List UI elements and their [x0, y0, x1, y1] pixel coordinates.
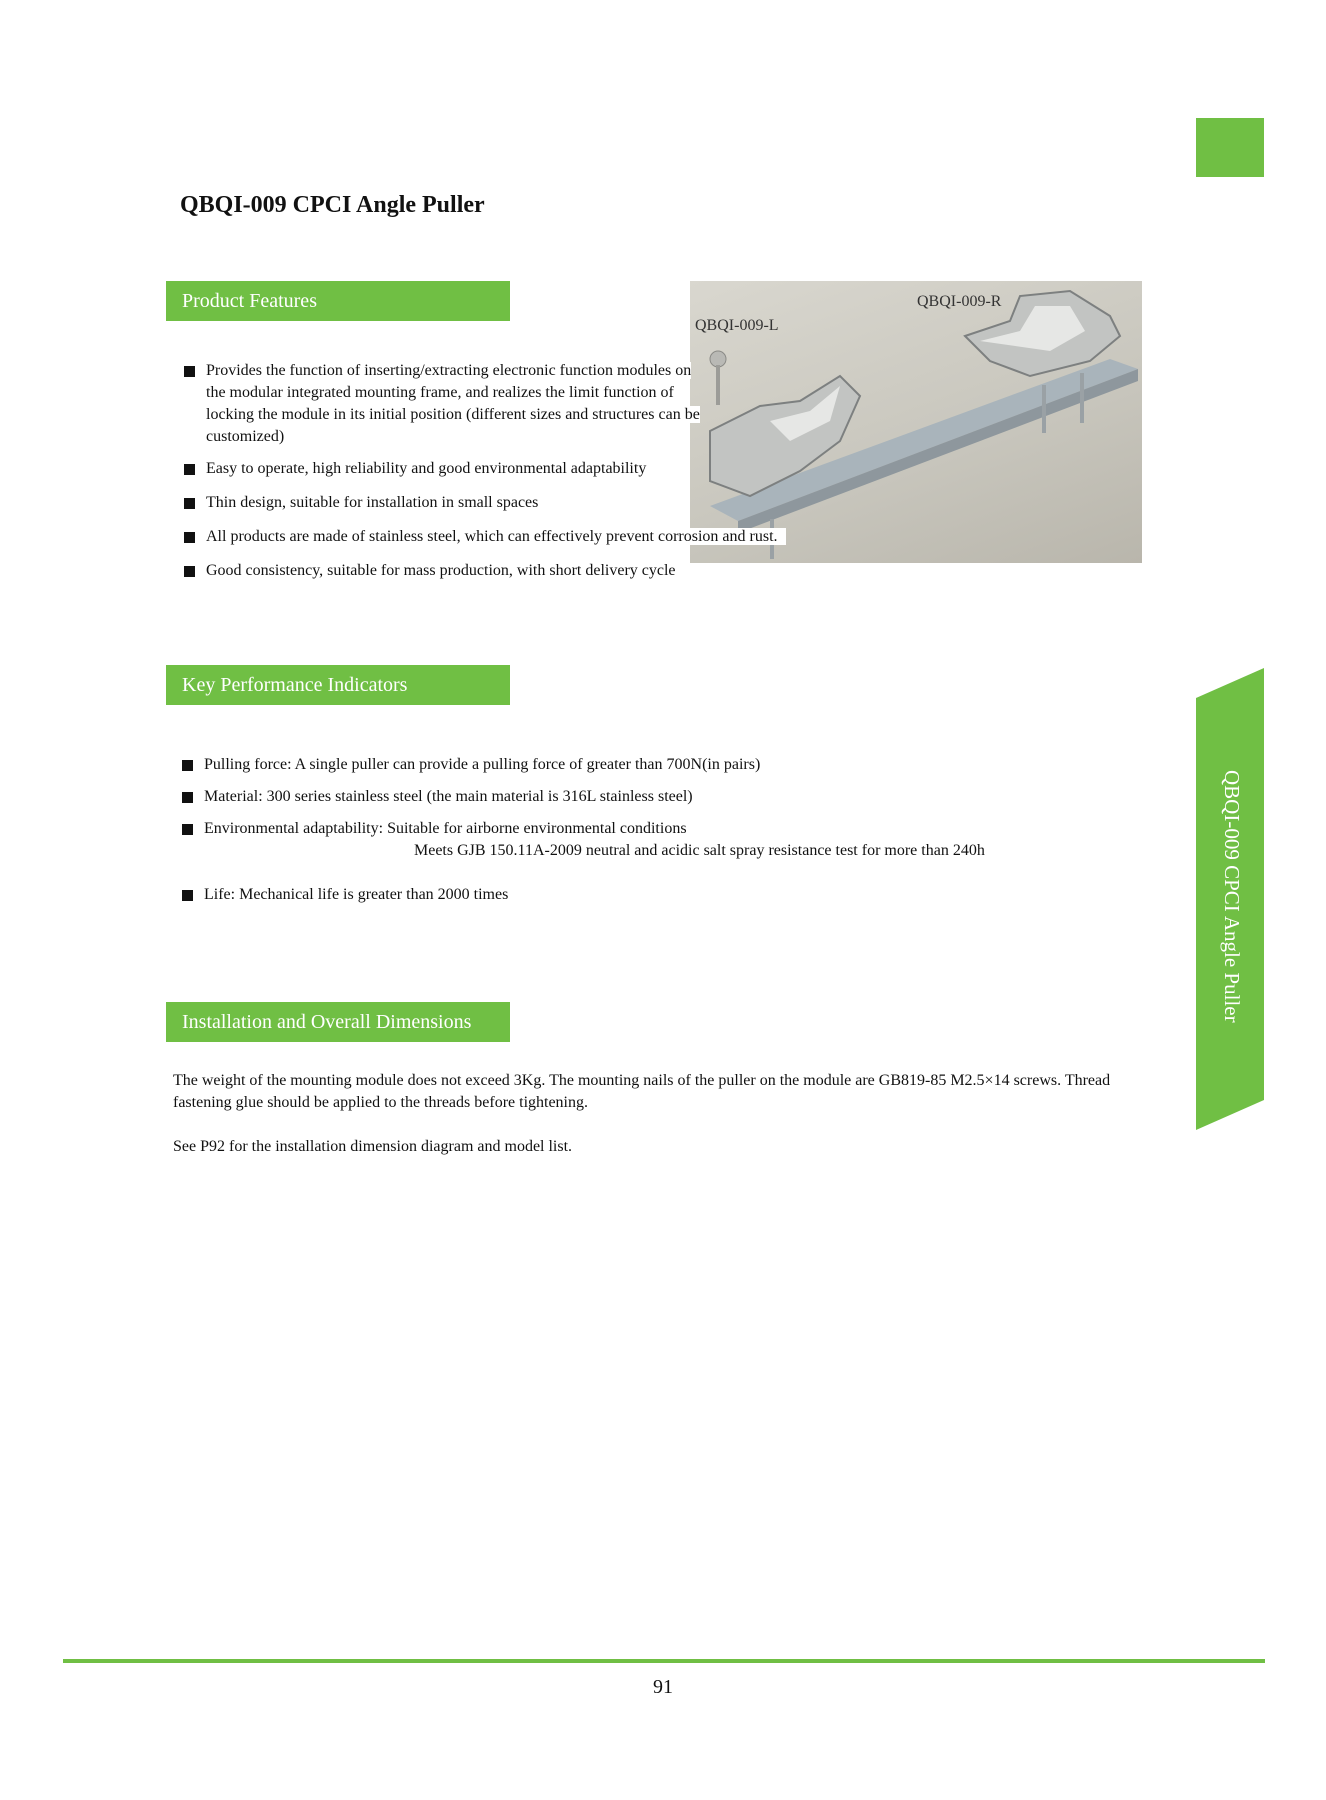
- footer-rule: [63, 1659, 1265, 1663]
- bullet-square-icon: [184, 498, 195, 509]
- kpi-item: [182, 884, 1082, 906]
- kpi-text: Environmental adaptability: Suitable for airborne environmental conditions: [204, 820, 687, 837]
- corner-tab-marker: [1196, 118, 1264, 177]
- bullet-square-icon: [182, 792, 193, 803]
- feature-text: Easy to operate, high reliability and good environmental adaptability: [206, 460, 654, 477]
- bullet-square-icon: [182, 824, 193, 835]
- feature-item: [184, 526, 884, 548]
- page-number: 91: [653, 1676, 673, 1698]
- features-list: [184, 360, 884, 582]
- side-tab-label: QBQI-009 CPCI Angle Puller: [1220, 770, 1244, 1023]
- kpi-text: Meets GJB 150.11A-2009 neutral and acidic salt spray resistance test for more than 240h: [414, 842, 985, 859]
- kpi-text: Pulling force: A single puller can provide a pulling force of greater than 700N(in pairs): [204, 756, 761, 773]
- bullet-square-icon: [184, 464, 195, 475]
- section-header-installation: Installation and Overall Dimensions: [166, 1002, 510, 1042]
- feature-item: [184, 360, 706, 448]
- section-header-key-performance: Key Performance Indicators: [166, 665, 510, 705]
- feature-item: [184, 492, 884, 514]
- photo-label-right: QBQI-009-R: [917, 293, 1002, 310]
- feature-item: [184, 560, 884, 582]
- install-paragraph: The weight of the mounting module does not exceed 3Kg. The mounting nails of the puller on the module are GB819-85 M2.5×14 screws. Thread fastening glue should be applied to the threads before tightening.: [173, 1072, 1111, 1111]
- install-reference: See P92 for the installation dimension diagram and model list.: [173, 1138, 573, 1155]
- feature-text: Provides the function of inserting/extracting electronic function modules on the modular integrated mounting frame, and realizes the limit function of locking the module in its initial position (different sizes and structures can be customized): [206, 362, 700, 445]
- bullet-square-icon: [184, 532, 195, 543]
- section-header-product-features: Product Features: [166, 281, 510, 321]
- kpi-item: [182, 754, 1082, 776]
- kpi-text: Life: Mechanical life is greater than 2000 times: [204, 886, 509, 903]
- bullet-square-icon: [182, 760, 193, 771]
- feature-item: [184, 458, 884, 480]
- bullet-square-icon: [184, 366, 195, 377]
- kpi-item: [182, 786, 1082, 808]
- bullet-square-icon: [182, 890, 193, 901]
- page-title: QBQI-009 CPCI Angle Puller: [180, 192, 485, 218]
- kpi-list: [182, 754, 1082, 906]
- kpi-text: Material: 300 series stainless steel (the main material is 316L stainless steel): [204, 788, 693, 805]
- feature-text: All products are made of stainless steel, which can effectively prevent corrosion and rust.: [206, 528, 786, 545]
- kpi-item: [182, 818, 1082, 840]
- photo-label-left: QBQI-009-L: [695, 317, 779, 334]
- kpi-item-continued: [182, 840, 1082, 862]
- feature-text: Good consistency, suitable for mass production, with short delivery cycle: [206, 562, 684, 579]
- bullet-square-icon: [184, 566, 195, 577]
- feature-text: Thin design, suitable for installation in small spaces: [206, 494, 546, 511]
